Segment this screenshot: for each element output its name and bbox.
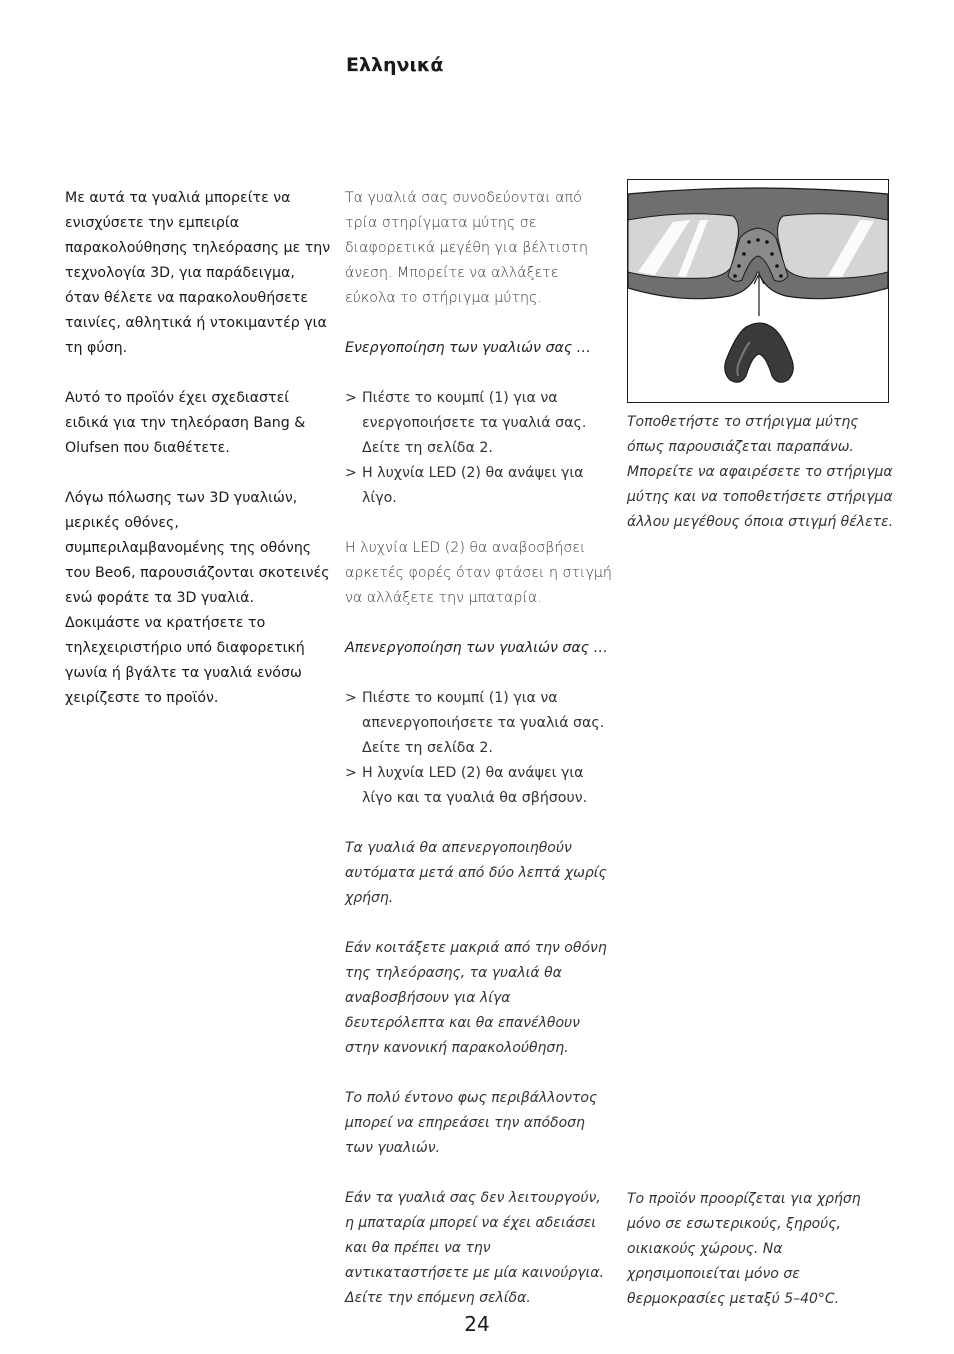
activate-heading: Ενεργοποίηση των γυαλιών σας …	[345, 340, 591, 356]
ambient-light-note: Το πολύ έντονο φως περιβάλλοντος μπορεί να επηρεάσει την απόδοση των γυαλιών.	[345, 1090, 598, 1156]
nose-pads-paragraph: Τα γυαλιά σας συνοδεύονται από τρία στηρίγματα μύτης σε διαφορετικά μεγέθη για βέλτιστη άνεση. Μπορείτε να αλλάξετε εύκολα το στήριγμα μύτης.	[345, 190, 588, 306]
intro-paragraph: Με αυτά τα γυαλιά μπορείτε να ενισχύσετε την εμπειρία παρακολούθησης τηλεόρασης με την τεχνολογία 3D, για παράδειγμα, όταν θέλετε να παρακολουθήσετε ταινίες, αθλητικά ή ντοκιμαντέρ για τη φύση.	[65, 190, 331, 356]
section-heading: Ελληνικά	[346, 54, 444, 76]
figure-caption: Τοποθετήστε το στήριγμα μύτης όπως παρουσιάζεται παραπάνω. Μπορείτε να αφαιρέσετε το στήριγμα μύτης και να τοποθετήσετε στήριγμα άλλου μεγέθους όποια στιγμή θέλετε.	[627, 414, 894, 530]
column-intro	[65, 186, 333, 736]
column-operation	[345, 186, 613, 1336]
battery-paragraph: Η λυχνία LED (2) θα αναβοσβήσει αρκετές φορές όταν φτάσει η στιγμή να αλλάξετε την μπαταρία.	[345, 540, 612, 606]
look-away-note: Εάν κοιτάξετε μακριά από την οθόνη της τηλεόρασης, τα γυαλιά θα αναβοσβήσουν για λίγα δευτερόλεπτα και θα επανέλθουν στην κανονική παρακολούθηση.	[345, 940, 607, 1056]
polarisation-paragraph: Λόγω πόλωσης των 3D γυαλιών, μερικές οθόνες, συμπεριλαμβανομένης της οθόνης του Beo6, παρουσιάζονται σκοτεινές ενώ φοράτε τα 3D γυαλιά. Δοκιμάστε να κρατήσετε το τηλεχειριστήριο υπό διαφορετική γωνία ή βγάλτε τα γυαλιά ενόσω χειρίζεστε το προϊόν.	[65, 490, 330, 706]
list-item: > Η λυχνία LED (2) θα ανάψει για λίγο.	[345, 461, 613, 511]
activate-steps	[345, 386, 613, 511]
battery-empty-note: Εάν τα γυαλιά σας δεν λειτουργούν, η μπαταρία μπορεί να έχει αδειάσει και θα πρέπει να την αντικαταστήσετε με μία καινούργια. Δείτε την επόμενη σελίδα.	[345, 1190, 604, 1306]
auto-off-note: Τα γυαλιά θα απενεργοποιηθούν αυτόματα μετά από δύο λεπτά χωρίς χρήση.	[345, 840, 607, 906]
list-item: > Η λυχνία LED (2) θα ανάψει για λίγο και τα γυαλιά θα σβήσουν.	[345, 761, 613, 811]
deactivate-heading: Απενεργοποίηση των γυαλιών σας …	[345, 640, 608, 656]
list-item: > Πιέστε το κουμπί (1) για να απενεργοποιήσετε τα γυαλιά σας. Δείτε τη σελίδα 2.	[345, 686, 613, 761]
usage-note: Το προϊόν προορίζεται για χρήση μόνο σε εσωτερικούς, ξηρούς, οικιακούς χώρους. Να χρησιμοποιείται μόνο σε θερμοκρασίες μεταξύ 5–40°C.	[627, 1191, 861, 1307]
deactivate-steps	[345, 686, 613, 811]
compatibility-paragraph: Αυτό το προϊόν έχει σχεδιαστεί ειδικά για την τηλεόραση Bang & Olufsen που διαθέτετε.	[65, 390, 306, 456]
glasses-nose-pad-illustration	[627, 179, 889, 403]
page-number: 24	[464, 1312, 490, 1336]
list-item: > Πιέστε το κουμπί (1) για να ενεργοποιήσετε τα γυαλιά σας. Δείτε τη σελίδα 2.	[345, 386, 613, 461]
